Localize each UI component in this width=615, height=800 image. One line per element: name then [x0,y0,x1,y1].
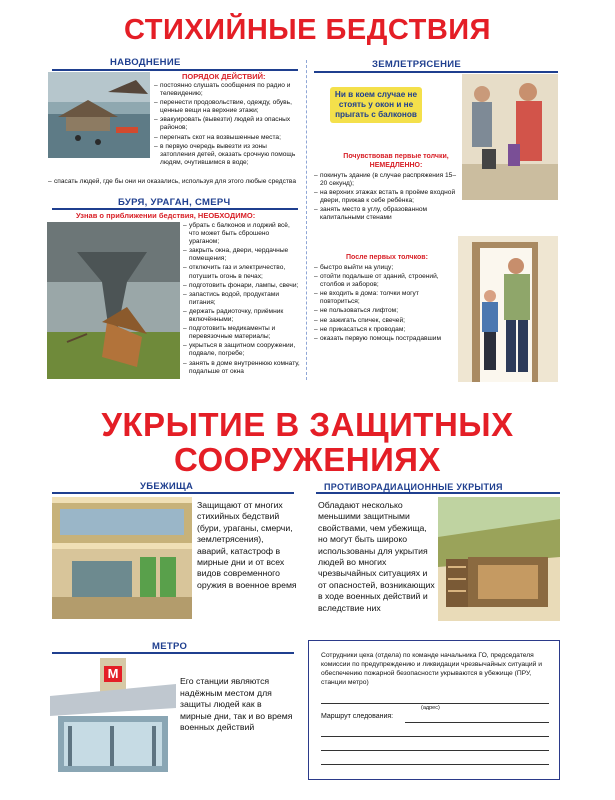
shelter-illustration [52,497,192,619]
section-title-line-2: СООРУЖЕНИЯХ [173,441,442,478]
flood-last-item [48,178,300,187]
earthquake-felt-list [314,172,460,224]
earthquake-after-title: После первых толчков: [346,254,428,261]
earthquake-after-item: – не зажигать спичек, свечей; [314,317,458,325]
storm-item: – держать радиоточку, приёмник включёнными; [183,308,301,324]
storm-item: – подготовить медикаменты и перевязочные материалы; [183,325,301,341]
flood-illustration [48,72,150,158]
form-route-line-1[interactable] [405,722,549,723]
flood-procedure-label: ПОРЯДОК ДЕЙСТВИЙ: [182,72,266,81]
form-route-line-3[interactable] [321,750,549,751]
storm-item: – убрать с балконов и лоджий всё, что может быть сброшено ураганом; [183,222,301,246]
shelters-heading: УБЕЖИЩА [140,481,194,492]
earthquake-felt-item: – покинуть здание (в случае распряжения 15–20 секунд); [314,172,460,188]
earthquake-after-list [314,264,458,344]
earthquake-heading-rule [314,71,558,73]
flood-heading: НАВОДНЕНИЕ [110,57,181,68]
flood-item: – постоянно слушать сообщения по радио и телевидению; [154,82,300,98]
section-title-line-1: УКРЫТИЕ В ЗАЩИТНЫХ [101,406,514,443]
metro-logo: М [107,666,119,681]
earthquake-felt-title: Почувствовав первые толчки, НЕМЕДЛЕННО: [343,153,449,169]
form-route-label: Маршрут следования: [321,713,394,720]
form-address-caption: (адрес) [421,705,440,711]
form-address-line [321,703,549,704]
evacuation-illustration [462,74,558,200]
flood-item: – перегнать скот на возвышенные места; [154,134,300,142]
storm-heading: БУРЯ, УРАГАН, СМЕРЧ [118,197,231,208]
flood-item: – в первую очередь вывезти из зоны затопления детей, оказать срочную помощь людям, очутившимся в воде; [154,143,300,167]
antirad-illustration [438,497,560,621]
flood-item: – эвакуировать (вывезти) людей из опасных районов; [154,116,300,132]
earthquake-after-item: – не пользоваться лифтом; [314,307,458,315]
earthquake-felt-item: – занять место в углу, образованном капитальными стенами [314,206,460,222]
earthquake-warning: Ни в коем случае не стоять у окон и не прыгать с балконов [330,87,422,123]
storm-item: – занять в доме внутреннюю комнату, подальше от окна [183,360,301,376]
metro-illustration [50,656,176,774]
metro-text: Его станции являются надёжным местом для защиты людей как в мирные дни, так и во время военных действий [180,676,293,733]
flood-list [154,82,300,168]
form-route-line-2[interactable] [321,736,549,737]
earthquake-heading: ЗЕМЛЕТРЯСЕНИЕ [372,59,462,70]
shelters-heading-rule [52,492,294,494]
earthquake-after-item: – не прикасаться к проводам; [314,326,458,334]
storm-item: – запастись водой, продуктами питания; [183,291,301,307]
metro-heading-rule [52,652,294,654]
earthquake-after-item: – быстро выйти на улицу; [314,264,458,272]
tornado-illustration [47,222,180,379]
antirad-heading: ПРОТИВОРАДИАЦИОННЫЕ УКРЫТИЯ [324,482,503,492]
form-text: Сотрудники цеха (отдела) по команде начальника ГО, председателя комиссии по предупреждению и ликвидации чрезвычайных ситуаций и обеспечению пожарной безопасности укрываются в убежище (ПРУ, станции метро) [321,652,542,686]
form-route-line-4[interactable] [321,764,549,765]
antirad-heading-rule [316,492,560,494]
flood-item: – спасать людей, где бы они ни оказались, используя для этого любые средства [48,178,300,186]
metro-heading: МЕТРО [152,641,188,652]
doorway-illustration [458,236,558,382]
storm-procedure-label: Узнав о приближении бедствия, НЕОБХОДИМО: [76,211,256,220]
storm-item: – отключить газ и электричество, потушить огонь в печах; [183,264,301,280]
flood-heading-rule [52,69,298,71]
shelters-text: Защищают от многих стихийных бедствий (бури, ураганы, смерчи, землетрясения), аварий, катастроф в мирные дни и от всех видов современного оружия в военное время [197,500,297,590]
earthquake-after-item: – не входить в дома: толчки могут повториться; [314,290,458,306]
antirad-text: Обладают несколько меньшими защитными свойствами, чем убежища, но могут быть широко использованы для укрытия людей во многих чрезвычайных ситуациях и от опасностей, возникающих в ходе военных действий и вследствие них [318,500,435,613]
storm-item: – закрыть окна, двери, чердачные помещения; [183,247,301,263]
flood-item: – перенести продовольствие, одежду, обувь, ценные вещи на верхние этажи; [154,99,300,115]
storm-list [183,222,301,377]
earthquake-felt-item: – на верхних этажах встать в проёме входной двери, прижав к себе ребёнка; [314,189,460,205]
page-title: СТИХИЙНЫЕ БЕДСТВИЯ [124,14,491,46]
storm-item: – подготовить фонари, лампы, свечи; [183,282,301,290]
storm-item: – укрыться в защитном сооружении, подвале, погребе; [183,342,301,358]
column-divider [306,60,307,380]
earthquake-after-item: – оказать первую помощь пострадавшим [314,335,458,343]
evacuation-form [308,640,560,780]
earthquake-after-item: – отойти подальше от зданий, строений, столбов и заборов; [314,273,458,289]
storm-heading-rule [52,208,298,210]
